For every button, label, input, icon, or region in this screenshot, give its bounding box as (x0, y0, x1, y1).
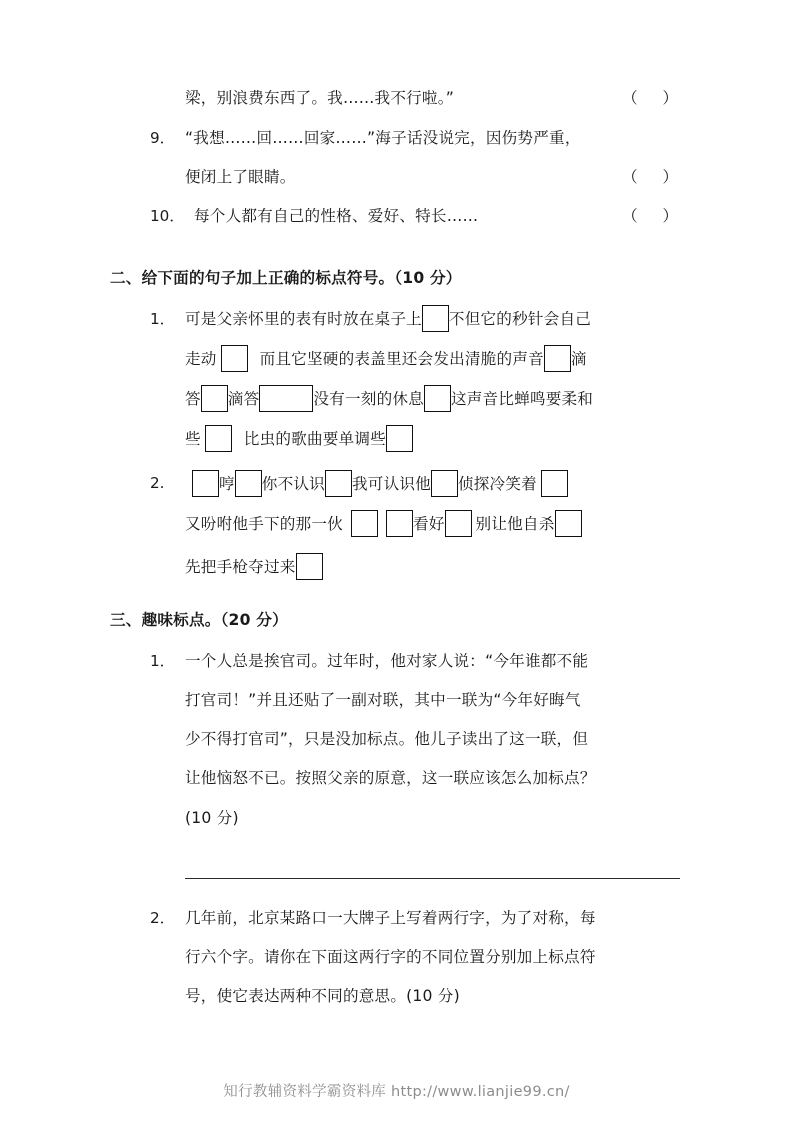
question-9-text-line-2: 便闭上了眼睛。 (185, 168, 296, 186)
line-text: 可是父亲怀里的表有时放在桌子上 (185, 309, 422, 328)
line-text: 先把手枪夺过来 (185, 557, 296, 576)
question-10-number: 10． (150, 207, 185, 225)
section-three-item-2-line-2: 行六个字。请你在下面这两行字的不同位置分别加上标点符 (185, 948, 596, 966)
line-text: 比虫的歌曲要单调些 (243, 429, 386, 448)
section-three-item-1-number: 1． (150, 652, 175, 670)
punctuation-answer-box[interactable] (296, 553, 323, 580)
line-text: 没有一刻的休息 (313, 389, 424, 408)
section-three-item-1-line-3: 少不得打官司”，只是没加标点。他儿子读出了这一联，但 (185, 730, 589, 748)
section-two-item-1-line-2 (185, 345, 587, 372)
line-text: 走动 (185, 349, 217, 368)
punctuation-answer-box[interactable] (325, 470, 352, 497)
line-text: 些 (185, 429, 201, 448)
section-three-item-1-line-1: 一个人总是挨官司。过年时，他对家人说：“今年谁都不能 (185, 652, 589, 670)
answer-bracket-q8[interactable]: （ ） (622, 89, 689, 107)
punctuation-answer-box[interactable] (422, 305, 449, 332)
answer-bracket-q10[interactable]: （ ） (622, 207, 689, 225)
punctuation-answer-box[interactable] (351, 510, 378, 537)
section-two-item-1-line-3 (185, 385, 593, 412)
section-three-item-1-line-2: 打官司！”并且还贴了一副对联，其中一联为“今年好晦气 (185, 691, 581, 709)
punctuation-answer-box[interactable] (386, 425, 413, 452)
section-two-heading: 二、给下面的句子加上正确的标点符号。（10 分） (110, 269, 462, 287)
section-two-item-2-line-1 (192, 470, 568, 497)
answer-bracket-q9[interactable]: （ ） (622, 168, 689, 186)
section-three-item-2-line-3: 号，使它表达两种不同的意思。(10 分) (185, 987, 460, 1005)
punctuation-answer-box[interactable] (192, 470, 219, 497)
line-text: 看好 (412, 514, 445, 533)
section-two-item-2-line-3 (185, 553, 323, 580)
section-two-item-2-line-2 (185, 510, 582, 537)
punctuation-answer-box[interactable] (555, 510, 582, 537)
line-text: 不但它的秒针会自己 (448, 309, 592, 328)
question-10-text: 每个人都有自己的性格、爱好、特长…… (194, 207, 479, 225)
punctuation-answer-box[interactable] (431, 470, 458, 497)
section-two-item-2-number: 2. (150, 474, 165, 492)
punctuation-answer-box[interactable] (544, 345, 571, 372)
section-three-item-1-score: (10 分) (185, 809, 239, 827)
punctuation-answer-box[interactable] (221, 345, 248, 372)
line-text: 滴答 (227, 389, 260, 408)
line-text: 滴 (570, 349, 587, 368)
line-text: 这声音比蝉鸣要柔和 (450, 389, 594, 408)
section-two-item-1-line-4 (185, 425, 413, 452)
line-text: 又吩咐他手下的那一伙 (185, 514, 343, 533)
line-text: 而且它坚硬的表盖里还会发出清脆的声音 (259, 349, 544, 368)
section-three-item-2-line-1: 几年前，北京某路口一大牌子上写着两行字，为了对称，每 (185, 909, 596, 927)
punctuation-answer-box[interactable] (424, 385, 451, 412)
punctuation-answer-box[interactable] (445, 510, 472, 537)
section-three-item-2-number: 2． (150, 909, 175, 927)
question-8-continuation-text: 梁，别浪费东西了。我……我不行啦。” (185, 89, 454, 107)
section-three-heading: 三、趣味标点。（20 分） (110, 611, 288, 629)
line-text: 侦探冷笑着 (457, 474, 537, 493)
punctuation-answer-box[interactable] (201, 385, 228, 412)
punctuation-answer-box[interactable] (235, 470, 262, 497)
line-text: 你不认识 (261, 474, 325, 493)
section-two-item-1-line-1 (185, 305, 591, 332)
question-9-text-line-1: “我想……回……回家……”海子话没说完，因伤势严重， (185, 129, 581, 147)
punctuation-answer-box-wide[interactable] (259, 385, 313, 412)
line-text: 哼 (219, 474, 235, 493)
line-text: 答 (185, 389, 201, 408)
answer-write-line-1[interactable] (185, 878, 680, 879)
footer-watermark: 知行教辅资料学霸资料库 http://www.lianjie99.cn/ (223, 1084, 570, 1100)
punctuation-answer-box[interactable] (541, 470, 568, 497)
punctuation-answer-box[interactable] (386, 510, 413, 537)
line-text: 别让他自杀 (475, 514, 555, 533)
question-9-number: 9． (150, 129, 175, 147)
line-text: 我可认识他 (351, 474, 431, 493)
section-three-item-1-line-4: 让他恼怒不已。按照父亲的原意，这一联应该怎么加标点？ (185, 769, 596, 787)
section-two-item-1-number: 1． (150, 310, 175, 328)
punctuation-answer-box[interactable] (205, 425, 232, 452)
